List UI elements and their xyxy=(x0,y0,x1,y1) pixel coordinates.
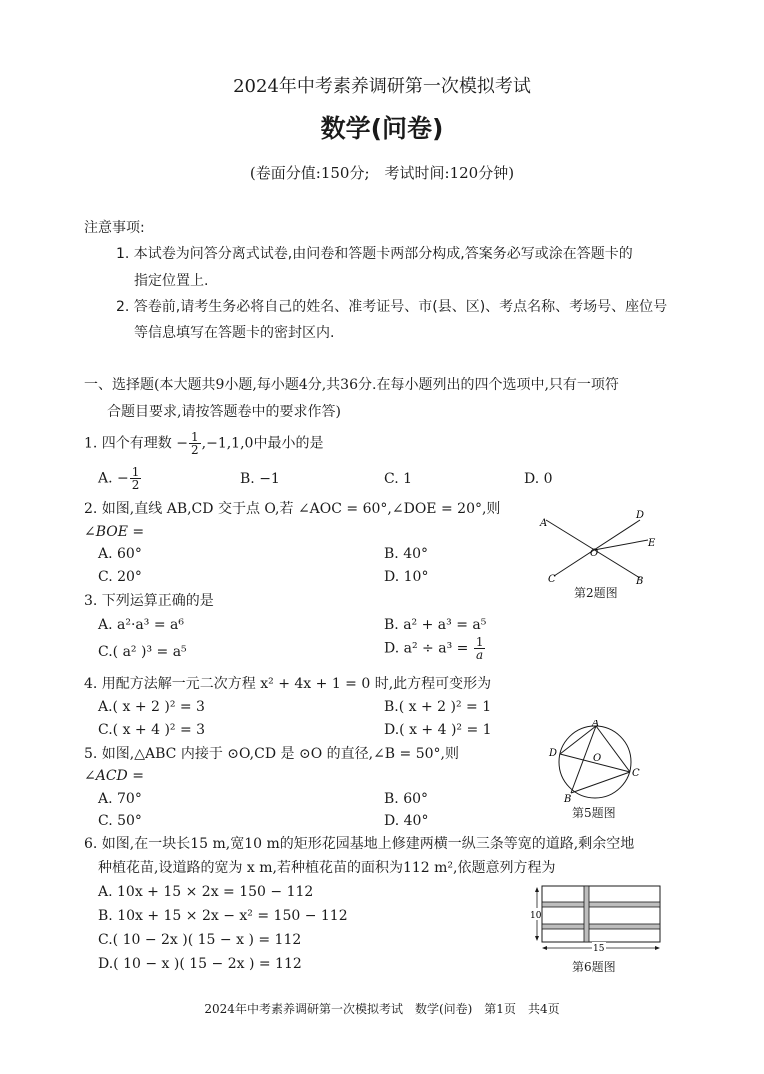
q5-label-c: C xyxy=(632,768,640,779)
q5-label-d: D xyxy=(549,748,558,759)
q5-option-b: B. 60° xyxy=(384,791,429,807)
q2-label-b: B xyxy=(636,576,644,586)
q1-stem-prefix: 1. 四个有理数 − xyxy=(84,435,188,452)
q6-width-arrow-top xyxy=(535,887,539,892)
q6-stem-line-1: 6. 如图,在一块长15 m,宽10 m的矩形花园基地上修建两横一纵三条等宽的道路,剩余空地 xyxy=(84,836,635,852)
notes-item-2-line-1: 2. 答卷前,请考生务必将自己的姓名、准考证号、市(县、区)、考点名称、考场号、座位号 xyxy=(116,299,668,315)
q5-option-c: C. 50° xyxy=(98,813,142,829)
q6-width-arrow-bottom xyxy=(535,936,539,941)
q2-label-a: A xyxy=(540,518,548,529)
q6-caption: 第6题图 xyxy=(572,960,616,974)
q5-option-a: A. 70° xyxy=(98,791,142,807)
subject-title: 数学(问卷) xyxy=(320,114,444,143)
q1-fraction xyxy=(189,431,201,456)
exam-title: 2024年中考素养调研第一次模拟考试 xyxy=(233,76,531,97)
q1-stem-suffix: ,−1,1,0中最小的是 xyxy=(201,435,324,452)
q2-label-c: C xyxy=(548,574,556,585)
q2-option-a: A. 60° xyxy=(98,546,142,562)
notes-item-1-line-1: 1. 本试卷为问答分离式试卷,由问卷和答题卡两部分构成,答案务必写或涂在答题卡的 xyxy=(116,246,633,262)
q5-label-a: A xyxy=(592,720,600,729)
q1-option-a xyxy=(98,466,142,491)
q5-stem-line-1: 5. 如图,△ABC 内接于 ⊙O,CD 是 ⊙O 的直径,∠B = 50°,则 xyxy=(84,746,459,762)
q3-option-b: B. a² + a³ = a⁵ xyxy=(384,617,487,633)
q2-figure xyxy=(534,506,664,586)
notes-heading: 注意事项: xyxy=(84,220,145,236)
page-footer: 2024年中考素养调研第一次模拟考试 数学(问卷) 第1页 共4页 xyxy=(204,1002,560,1016)
q6-width-label: 10 xyxy=(530,911,542,921)
q3-option-d-num: 1 xyxy=(475,635,484,649)
q4-option-c: C.( x + 4 )² = 3 xyxy=(98,722,206,738)
q4-stem: 4. 用配方法解一元二次方程 x² + 4x + 1 = 0 时,此方程可变形为 xyxy=(84,676,492,692)
q3-option-d-fraction xyxy=(474,636,486,661)
q1-option-a-fraction xyxy=(130,466,142,491)
section-1-heading-line-2: 合题目要求,请按答题卷中的要求作答) xyxy=(107,404,341,420)
q1-option-a-den: 2 xyxy=(131,478,140,492)
q5-side-ac xyxy=(596,726,630,772)
q3-option-d-prefix: D. a² ÷ a³ = xyxy=(384,640,469,657)
q6-option-c: C.( 10 − 2x )( 15 − x ) = 112 xyxy=(98,932,302,948)
q6-road-horizontal-1 xyxy=(542,902,660,907)
q6-garden xyxy=(542,886,660,942)
q1-option-a-num: 1 xyxy=(131,465,140,479)
q3-option-c: C.( a² )³ = a⁵ xyxy=(98,644,187,660)
q5-side-bc xyxy=(571,772,630,793)
q1-option-a-prefix: A. − xyxy=(98,470,129,487)
q6-option-d: D.( 10 − x )( 15 − 2x ) = 112 xyxy=(98,956,302,972)
q6-length-arrow-right xyxy=(655,946,660,950)
q5-option-d: D. 40° xyxy=(384,813,429,829)
q5-stem-line-2: ∠ACD = xyxy=(84,768,144,784)
q2-stem-line-1: 2. 如图,直线 AB,CD 交于点 O,若 ∠AOC = 60°,∠DOE = 20°,则 xyxy=(84,501,501,517)
q4-option-d: D.( x + 4 )² = 1 xyxy=(384,722,492,738)
notes-item-2-line-2: 等信息填写在答题卡的密封区内. xyxy=(134,325,335,341)
q1-option-b: B. −1 xyxy=(240,471,280,487)
q5-label-b: B xyxy=(564,794,572,804)
exam-info: (卷面分值:150分; 考试时间:120分钟) xyxy=(249,164,515,182)
q3-option-d-den: a xyxy=(476,648,484,662)
q3-stem: 3. 下列运算正确的是 xyxy=(84,593,214,609)
q5-figure xyxy=(546,720,646,804)
q6-option-a: A. 10x + 15 × 2x = 150 − 112 xyxy=(98,884,314,900)
q6-option-b: B. 10x + 15 × 2x − x² = 150 − 112 xyxy=(98,908,348,924)
section-1-heading-line-1: 一、选择题(本大题共9小题,每小题4分,共36分.在每小题列出的四个选项中,只有一项符 xyxy=(84,377,619,393)
q3-option-d xyxy=(384,636,486,661)
q1-frac-num: 1 xyxy=(191,430,199,444)
q4-option-a: A.( x + 2 )² = 3 xyxy=(98,699,205,715)
q5-caption: 第5题图 xyxy=(572,806,616,820)
q5-label-o: O xyxy=(593,753,602,764)
q1-stem xyxy=(84,431,323,456)
q2-stem-line-2: ∠BOE = xyxy=(84,524,145,540)
q6-road-vertical xyxy=(584,886,589,942)
q2-label-o: O xyxy=(590,548,599,559)
q2-label-d: D xyxy=(636,510,645,521)
q6-stem-line-2: 种植花苗,设道路的宽为 x m,若种植花苗的面积为112 m²,依题意列方程为 xyxy=(98,860,556,876)
q6-length-label: 15 xyxy=(593,944,605,954)
q1-option-d: D. 0 xyxy=(524,471,553,487)
q1-frac-den: 2 xyxy=(191,443,199,457)
q2-label-e: E xyxy=(648,538,656,549)
q2-option-b: B. 40° xyxy=(384,546,429,562)
q6-length-arrow-left xyxy=(542,946,547,950)
q6-road-horizontal-2 xyxy=(542,924,660,929)
q4-option-b: B.( x + 2 )² = 1 xyxy=(384,699,492,715)
q1-option-c: C. 1 xyxy=(384,471,413,487)
notes-item-1-line-2: 指定位置上. xyxy=(134,273,209,289)
q6-figure xyxy=(528,884,666,958)
q2-caption: 第2题图 xyxy=(574,586,618,600)
q2-option-d: D. 10° xyxy=(384,569,429,585)
q2-option-c: C. 20° xyxy=(98,569,142,585)
q3-option-a: A. a²·a³ = a⁶ xyxy=(98,617,184,633)
